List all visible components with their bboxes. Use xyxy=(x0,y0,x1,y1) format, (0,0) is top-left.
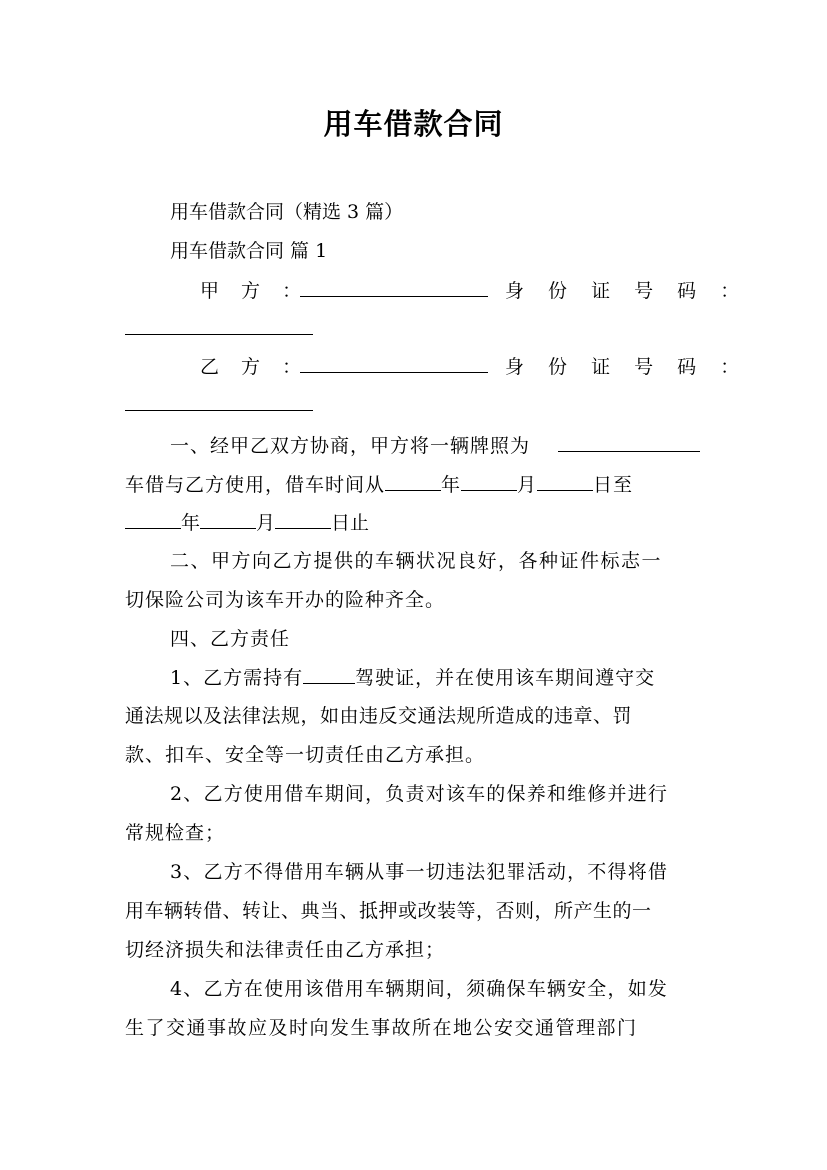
day-to-label: 日至 xyxy=(593,474,634,496)
item1-line1 xyxy=(170,665,655,690)
item1-line3: 款、扣车、安全等一切责任由乙方承担。 xyxy=(125,744,486,766)
item1-line2: 通法规以及法律法规，如由违反交通法规所造成的违章、罚 xyxy=(125,705,633,727)
start-month-blank xyxy=(461,472,517,491)
party-b-name-blank xyxy=(300,354,488,373)
party-a-id-blank xyxy=(125,316,313,335)
item4-line1: 4、乙方在使用该借用车辆期间，须确保车辆安全，如发 xyxy=(170,978,669,1000)
clause2-line1: 二、甲方向乙方提供的车辆状况良好，各种证件标志一 xyxy=(170,550,663,572)
end-day-blank xyxy=(275,510,331,529)
end-month-blank xyxy=(200,510,256,529)
party-b-id-label: 身 份 证 号 码 ： xyxy=(505,356,749,378)
clause4-heading: 四、乙方责任 xyxy=(170,628,291,650)
item4-line2: 生了交通事故应及时向发生事故所在地公安交通管理部门 xyxy=(125,1017,638,1039)
document-title: 用车借款合同 xyxy=(323,107,504,141)
start-day-blank xyxy=(537,472,593,491)
item3-line2: 用车辆转借、转让、典当、抵押或改装等，否则，所产生的一 xyxy=(125,900,652,922)
clause1-line2-text: 车借与乙方使用，借车时间从 xyxy=(125,474,386,496)
plate-number-blank xyxy=(558,433,700,452)
clause1-line3 xyxy=(125,510,369,535)
item2-line1: 2、乙方使用借车期间，负责对该车的保养和维修并进行 xyxy=(170,783,669,805)
item2-line2: 常规检查； xyxy=(125,822,226,844)
clause1-line2 xyxy=(125,472,633,497)
document-subtitle: 用车借款合同（精选 3 篇） xyxy=(170,201,404,223)
month-label: 月 xyxy=(517,474,538,496)
end-month-label: 月 xyxy=(256,512,276,534)
start-year-blank xyxy=(385,472,441,491)
party-b-id-blank xyxy=(125,392,313,411)
license-type-blank xyxy=(303,665,355,684)
party-a-name-blank xyxy=(300,278,488,297)
end-year-label: 年 xyxy=(181,512,201,534)
item3-line3: 切经济损失和法律责任由乙方承担； xyxy=(125,939,446,961)
party-a-id-label: 身 份 证 号 码 ： xyxy=(505,280,749,302)
item1-line1-text-b: 驾驶证，并在使用该车期间遵守交 xyxy=(355,667,656,689)
year-label: 年 xyxy=(441,474,462,496)
section-heading: 用车借款合同 篇 1 xyxy=(170,240,328,262)
clause1-line1: 一、经甲乙双方协商，甲方将一辆牌照为 xyxy=(170,435,531,457)
clause2-line2: 切保险公司为该车开办的险种齐全。 xyxy=(125,589,446,611)
item1-line1-text-a: 1、乙方需持有 xyxy=(170,667,304,689)
end-year-blank xyxy=(125,510,181,529)
party-b-label: 乙 方 ： xyxy=(200,356,310,378)
party-a-label: 甲 方 ： xyxy=(200,280,310,302)
item3-line1: 3、乙方不得借用车辆从事一切违法犯罪活动，不得将借 xyxy=(170,861,669,883)
day-end-label: 日止 xyxy=(331,512,370,534)
